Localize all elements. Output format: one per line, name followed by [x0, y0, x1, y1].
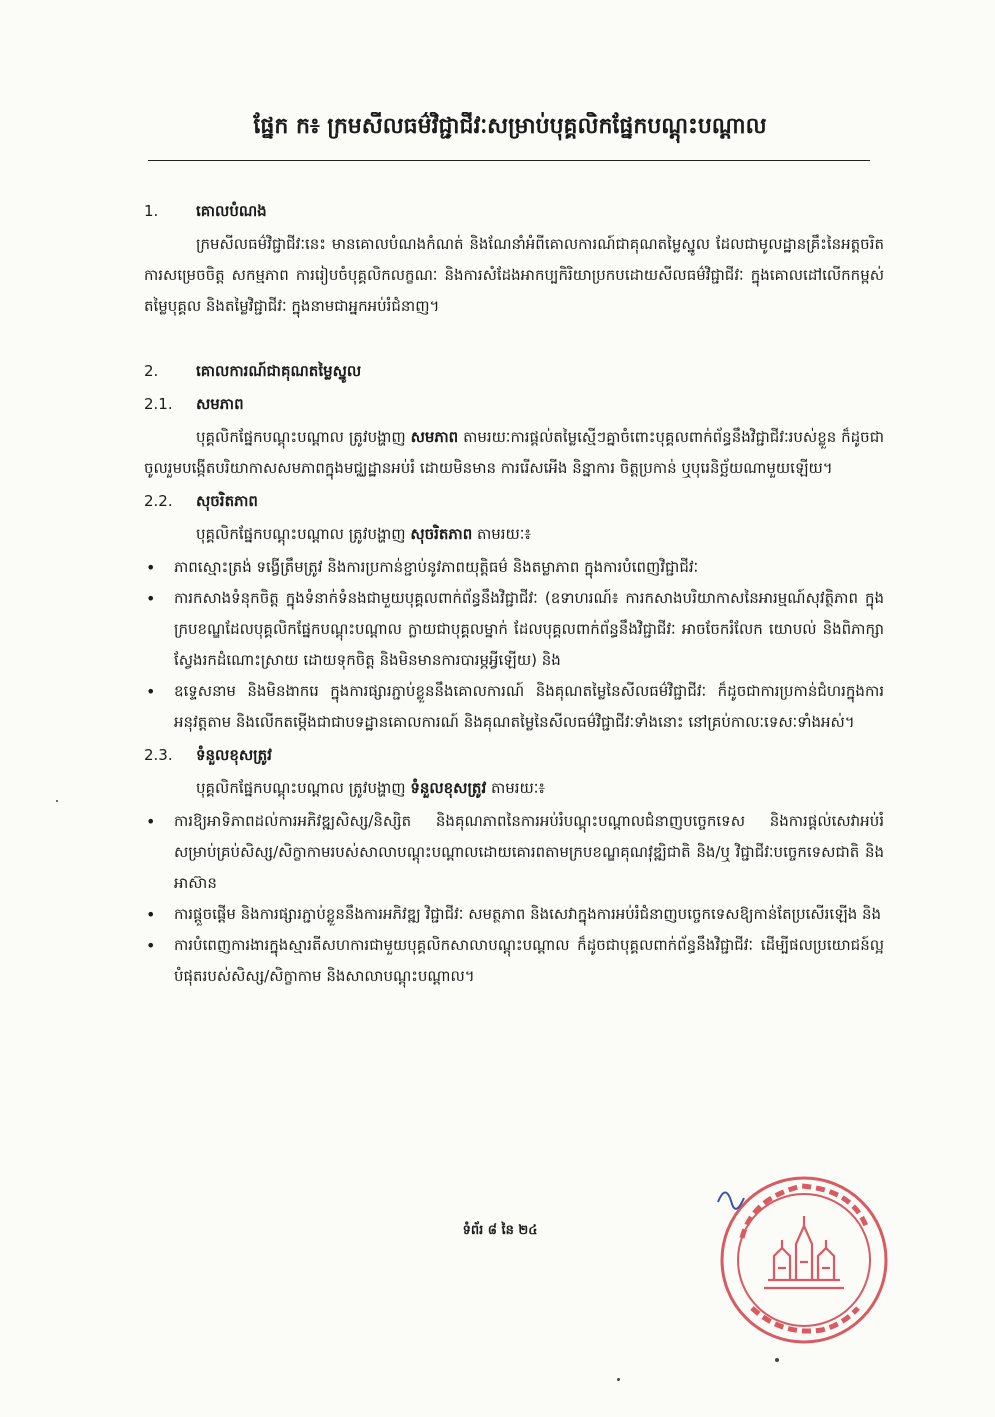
scan-speck	[56, 800, 58, 802]
list-item: • ឧទ្ទេសនាម និងមិនងាករេ ក្នុងការផ្សារភ្ជាប់ខ្លួននឹងគោលការណ៍ និងគុណតម្លៃនៃសីលធម៌វិជ្ជាជីវៈ ក៏ដូចជាការប្រកាន់ជំហរក្នុងការអនុវត្តតាម និងលើកតម្កើងជាជាបទដ្ឋានគោលការណ៍ និងគុណតម្លៃនៃសីលធម៌វិជ្ជាជីវៈទាំងនោះ នៅគ្រប់កាលៈទេសៈទាំងអស់។	[144, 676, 884, 738]
document-body	[144, 196, 884, 992]
lead-text: តាមរយៈ៖	[472, 525, 532, 543]
list-item: • ភាពស្មោះត្រង់ ទង្វើត្រឹមត្រូវ និងការប្រកាន់ខ្ជាប់នូវភាពយុត្តិធម៌ និងតម្លាភាព ក្នុងការបំពេញវិជ្ជាជីវៈ	[144, 552, 884, 583]
section-2-2-list	[144, 552, 884, 738]
section-number: 2.1.	[144, 395, 173, 413]
section-title: គោលបំណង	[196, 202, 267, 220]
section-title: ទំនួលខុសត្រូវ	[196, 746, 272, 764]
list-item: • ការបំពេញការងារក្នុងស្មារតីសហការជាមួយបុគ្គលិកសាលាបណ្តុះបណ្តាល ក៏ដូចជាបុគ្គលពាក់ព័ន្ធនឹងវិជ្ជាជីវៈ ដើម្បីផលប្រយោជន៍ល្អបំផុតរបស់សិស្ស/សិក្ខាកាម និងសាលាបណ្តុះបណ្តាល។	[144, 930, 884, 992]
section-number: 2.3.	[144, 746, 173, 764]
list-item: • ការផ្តួចផ្តើម និងការផ្សារភ្ជាប់ខ្លួននឹងការអភិវឌ្ឍ វិជ្ជាជីវៈ សមត្ថភាព និងសេវាក្នុងការអប់រំជំនាញបច្ចេកទេសឱ្យកាន់តែប្រសើរឡើង និង	[144, 899, 884, 930]
emphasis-term: ទំនួលខុសត្រូវ	[410, 779, 487, 797]
section-2-heading	[144, 356, 884, 387]
lead-text: បុគ្គលិកផ្នែកបណ្តុះបណ្តាល ត្រូវបង្ហាញ	[196, 779, 411, 797]
section-2-2-heading	[144, 486, 884, 517]
section-title: សមភាព	[196, 395, 244, 413]
scan-speck	[617, 1378, 620, 1381]
list-item: • ការកសាងទំនុកចិត្ត ក្នុងទំនាក់ទំនងជាមួយបុគ្គលពាក់ព័ន្ធនឹងវិជ្ជាជីវៈ (ឧទាហរណ៍៖ ការកសាងបរិយាកាសនៃអារម្មណ៍សុវត្ថិភាព ក្នុងក្របខណ្ឌដែលបុគ្គលិកផ្នែកបណ្តុះបណ្តាល ក្លាយជាបុគ្គលម្នាក់ ដែលបុគ្គលពាក់ព័ន្ធនឹងវិជ្ជាជីវៈ អាចចែករំលែក យោបល់ និងពិភាក្សាស្វែងរកដំណោះស្រាយ ដោយទុកចិត្ត និងមិនមានការបារម្ភអ្វីឡើយ) និង	[144, 583, 884, 676]
emphasis-term: សមភាព	[410, 428, 459, 446]
section-2-2-lead	[196, 519, 884, 550]
section-number: 1.	[144, 202, 159, 220]
section-2-3-lead	[196, 773, 884, 804]
lead-text: បុគ្គលិកផ្នែកបណ្តុះបណ្តាល ត្រូវបង្ហាញ	[196, 525, 411, 543]
list-item: • ការឱ្យអាទិភាពដល់ការអភិវឌ្ឍសិស្ស/និស្សិត និងគុណភាពនៃការអប់រំបណ្តុះបណ្តាលជំនាញបច្ចេកទេស និងការផ្តល់សេវាអប់រំសម្រាប់គ្រប់សិស្ស/សិក្ខាកាមរបស់សាលាបណ្តុះបណ្តាលដោយគោរពតាមក្របខណ្ឌគុណវុឌ្ឍិជាតិ និង/ឬ វិជ្ជាជីវៈបច្ចេកទេសជាតិ និងអាស៊ាន	[144, 806, 884, 899]
section-2-1-heading	[144, 389, 884, 420]
section-number: 2.	[144, 362, 159, 380]
section-number: 2.2.	[144, 492, 173, 510]
official-seal-icon	[712, 1168, 892, 1348]
paragraph-text: បុគ្គលិកផ្នែកបណ្តុះបណ្តាល ត្រូវបង្ហាញ	[196, 428, 411, 446]
section-2-1-paragraph	[144, 422, 884, 484]
section-2-3-list	[144, 806, 884, 992]
lead-text: តាមរយៈ៖	[486, 779, 546, 797]
section-1-paragraph: ក្រមសីលធម៌វិជ្ជាជីវៈនេះ មានគោលបំណងកំណត់ និងណែនាំអំពីគោលការណ៍ជាគុណតម្លៃស្នូល ដែលជាមូលដ្ឋានគ្រឹះនៃអត្តចរិត ការសម្រេចចិត្ត សកម្មភាព ការរៀបចំបុគ្គលិកលក្ខណៈ និងការសំដែងអាកប្បកិរិយាប្រកបដោយសីលធម៌វិជ្ជាជីវៈ ក្នុងគោលដៅលើកកម្ពស់តម្លៃបុគ្គល និងតម្លៃវិជ្ជាជីវៈ ក្នុងនាមជាអ្នកអប់រំជំនាញ។	[144, 235, 884, 315]
section-title: សុចរិតភាព	[196, 492, 258, 510]
paragraph-text: តាមរយៈការផ្តល់តម្លៃស្មើៗគ្នាចំពោះបុគ្គលពាក់ព័ន្ធនឹងវិជ្ជាជីវៈរបស់ខ្លួន ក៏ដូចជាចូលរួមបង្កើតបរិយាកាសសមភាពក្នុងមជ្ឈដ្ឋានអប់រំ ដោយមិនមាន ការរើសអើង និន្នាការ ចិត្តប្រកាន់ ឬបុរេនិច្ឆ័យណាមួយឡើយ។	[144, 428, 884, 477]
title-rule	[148, 160, 870, 161]
page-number: ទំព័រ ៨ នៃ ២៤	[462, 1223, 538, 1238]
section-2-3-heading	[144, 740, 884, 771]
section-title: គោលការណ៍ជាគុណតម្លៃស្នូល	[196, 362, 362, 380]
page-title: ផ្នែក ក៖ ក្រមសីលធម៌វិជ្ជាជីវៈសម្រាប់បុគ្គលិកផ្នែកបណ្តុះបណ្តាល	[253, 114, 767, 139]
section-1-heading	[144, 196, 884, 227]
emphasis-term: សុចរិតភាព	[410, 525, 473, 543]
scan-speck	[775, 1358, 779, 1362]
